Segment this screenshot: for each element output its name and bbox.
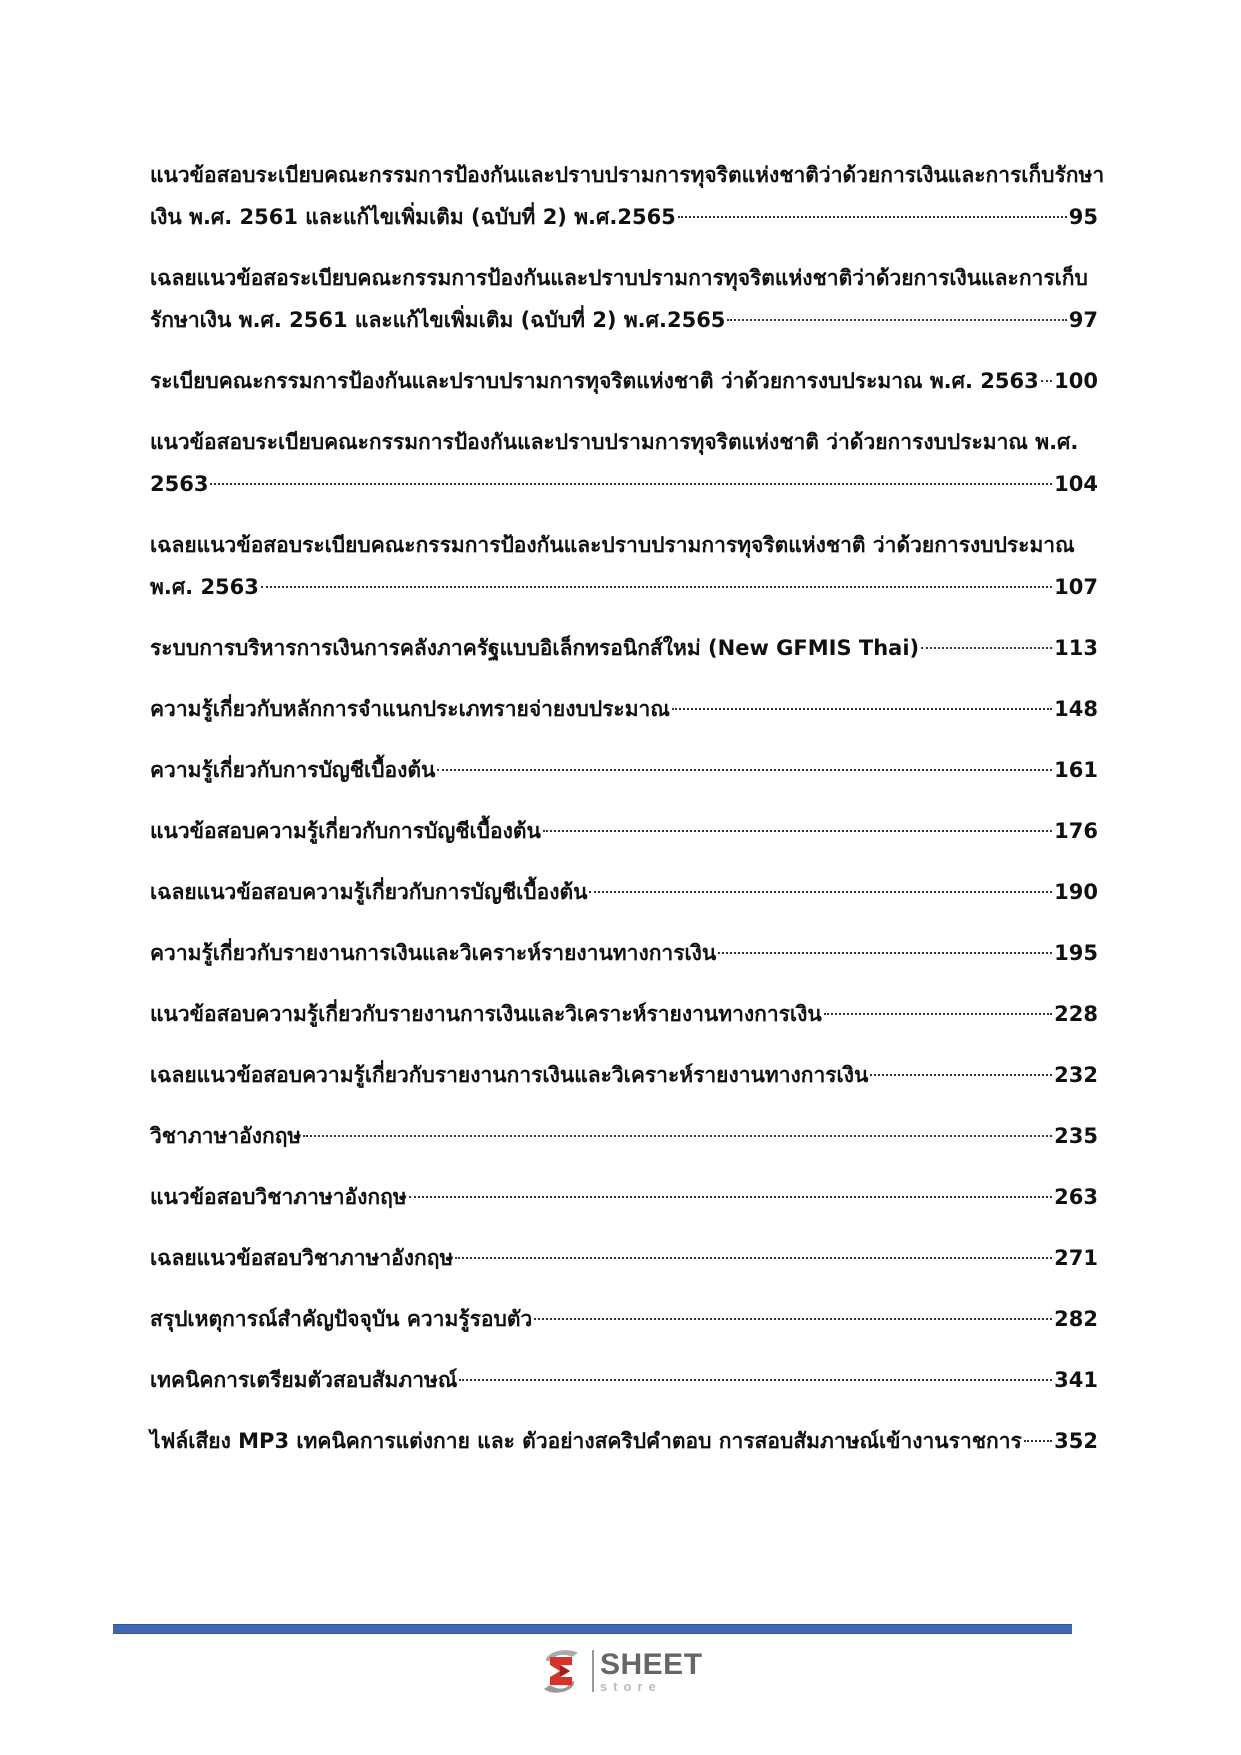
logo-store-text: store	[600, 1678, 662, 1694]
toc-entry[interactable]	[150, 1176, 1098, 1218]
toc-page-number: 263	[1054, 1185, 1098, 1209]
toc-entry[interactable]	[150, 871, 1098, 913]
toc-entry[interactable]	[150, 1359, 1098, 1401]
toc-page-number: 97	[1068, 308, 1098, 332]
toc-entry[interactable]	[150, 993, 1098, 1035]
toc-page-number: 190	[1054, 880, 1098, 904]
table-of-contents	[150, 154, 1105, 1481]
logo-separator	[592, 1650, 594, 1692]
toc-entry-line	[150, 749, 1098, 791]
toc-page-number: 271	[1054, 1246, 1098, 1270]
toc-entry[interactable]	[150, 810, 1098, 852]
logo-sheet-text: SHEET	[600, 1647, 703, 1681]
toc-entry-title: เฉลยแนวข้อสอบวิชาภาษาอังกฤษ	[150, 1246, 454, 1270]
toc-entry[interactable]	[150, 1115, 1098, 1157]
toc-page-number: 95	[1068, 205, 1098, 229]
toc-entry-line	[150, 463, 1098, 505]
dot-leader	[1041, 380, 1052, 382]
toc-entry-title: ความรู้เกี่ยวกับหลักการจำแนกประเภทรายจ่ายงบประมาณ	[150, 697, 670, 721]
dot-leader	[589, 891, 1052, 893]
toc-entry[interactable]	[150, 1054, 1098, 1096]
dot-leader	[459, 1379, 1052, 1381]
toc-page-number: 232	[1054, 1063, 1098, 1087]
toc-page-number: 228	[1054, 1002, 1098, 1026]
toc-entry-line	[150, 1237, 1098, 1279]
toc-entry-line	[150, 627, 1098, 669]
toc-entry-title: แนวข้อสอบความรู้เกี่ยวกับรายงานการเงินและวิเคราะห์รายงานทางการเงิน	[150, 1002, 822, 1026]
dot-leader	[437, 769, 1052, 771]
dot-leader	[870, 1074, 1052, 1076]
toc-entry-title: เทคนิคการเตรียมตัวสอบสัมภาษณ์	[150, 1368, 458, 1392]
dot-leader	[455, 1257, 1052, 1259]
toc-entry-line	[150, 810, 1098, 852]
toc-entry-line	[150, 360, 1098, 402]
toc-entry[interactable]	[150, 154, 1105, 238]
toc-entry-title: แนวข้อสอบระเบียบคณะกรรมการป้องกันและปราบปรามการทุจริตแห่งชาติว่าด้วยการเงินและการเก็บรักษา	[150, 163, 1105, 187]
toc-entry-title: สรุปเหตุการณ์สำคัญปัจจุบัน ความรู้รอบตัว	[150, 1307, 533, 1331]
toc-entry-title: รักษาเงิน พ.ศ. 2561 และแก้ไขเพิ่มเติม (ฉบับที่ 2) พ.ศ.2565	[150, 308, 726, 332]
toc-entry-line	[150, 524, 1098, 566]
toc-entry[interactable]	[150, 749, 1098, 791]
toc-entry-line	[150, 993, 1098, 1035]
toc-entry-title: แนวข้อสอบความรู้เกี่ยวกับการบัญชีเบื้องต้น	[150, 819, 541, 843]
toc-entry-title: แนวข้อสอบวิชาภาษาอังกฤษ	[150, 1185, 407, 1209]
toc-page-number: 104	[1054, 472, 1098, 496]
toc-entry-title: ระบบการบริหารการเงินการคลังภาครัฐแบบอิเล็กทรอนิกส์ใหม่ (New GFMIS Thai)	[150, 636, 920, 660]
toc-entry-title: เฉลยแนวข้อสอบระเบียบคณะกรรมการป้องกันและปราบปรามการทุจริตแห่งชาติ ว่าด้วยการงบประมาณ	[150, 533, 1075, 557]
toc-page-number: 148	[1054, 697, 1098, 721]
toc-entry-line	[150, 196, 1098, 238]
dot-leader	[534, 1318, 1052, 1320]
dot-leader	[303, 1135, 1052, 1137]
toc-page-number: 195	[1054, 941, 1098, 965]
toc-page-number: 113	[1054, 636, 1098, 660]
toc-entry-title: ความรู้เกี่ยวกับรายงานการเงินและวิเคราะห์รายงานทางการเงิน	[150, 941, 717, 965]
toc-entry-title: ความรู้เกี่ยวกับการบัญชีเบื้องต้น	[150, 758, 436, 782]
dot-leader	[543, 830, 1052, 832]
footer-divider	[113, 1624, 1072, 1634]
toc-page-number: 100	[1054, 369, 1098, 393]
toc-page-number: 341	[1054, 1368, 1098, 1392]
toc-entry-line	[150, 1054, 1098, 1096]
toc-entry-line	[150, 1176, 1098, 1218]
toc-entry-line	[150, 932, 1098, 974]
toc-entry-title: ไฟล์เสียง MP3 เทคนิคการแต่งกาย และ ตัวอย่างสคริปคำตอบ การสอบสัมภาษณ์เข้างานราชการ	[150, 1429, 1022, 1453]
toc-entry-line	[150, 299, 1098, 341]
toc-entry[interactable]	[150, 932, 1098, 974]
dot-leader	[261, 586, 1052, 588]
toc-entry-line	[150, 421, 1098, 463]
toc-entry-line	[150, 1115, 1098, 1157]
dot-leader	[672, 708, 1052, 710]
toc-entry-title: เฉลยแนวข้อสอบความรู้เกี่ยวกับรายงานการเงินและวิเคราะห์รายงานทางการเงิน	[150, 1063, 869, 1087]
toc-entry[interactable]	[150, 360, 1098, 402]
toc-entry-line	[150, 566, 1098, 608]
toc-page-number: 282	[1054, 1307, 1098, 1331]
toc-entry-title: วิชาภาษาอังกฤษ	[150, 1124, 302, 1148]
toc-entry-line	[150, 257, 1098, 299]
dot-leader	[409, 1196, 1053, 1198]
toc-entry-line	[150, 688, 1098, 730]
dot-leader	[921, 647, 1052, 649]
dot-leader	[718, 952, 1052, 954]
toc-entry-line	[150, 871, 1098, 913]
toc-entry-line	[150, 154, 1105, 196]
toc-page-number: 161	[1054, 758, 1098, 782]
toc-entry-line	[150, 1298, 1098, 1340]
toc-entry-line	[150, 1359, 1098, 1401]
dot-leader	[1024, 1440, 1052, 1442]
toc-entry-title: เฉลยแนวข้อสอบความรู้เกี่ยวกับการบัญชีเบื้องต้น	[150, 880, 588, 904]
toc-entry[interactable]	[150, 688, 1098, 730]
toc-entry[interactable]	[150, 421, 1098, 505]
toc-page-number: 176	[1054, 819, 1098, 843]
toc-entry-title: ระเบียบคณะกรรมการป้องกันและปราบปรามการทุจริตแห่งชาติ ว่าด้วยการงบประมาณ พ.ศ. 2563	[150, 369, 1039, 393]
toc-entry[interactable]	[150, 627, 1098, 669]
toc-entry[interactable]	[150, 257, 1098, 341]
toc-entry-title: เฉลยแนวข้อสอระเบียบคณะกรรมการป้องกันและปราบปรามการทุจริตแห่งชาติว่าด้วยการเงินและการเก็บ	[150, 266, 1088, 290]
toc-entry[interactable]	[150, 1237, 1098, 1279]
dot-leader	[678, 216, 1067, 218]
toc-entry-title: พ.ศ. 2563	[150, 575, 259, 599]
toc-entry[interactable]	[150, 524, 1098, 608]
dot-leader	[824, 1013, 1052, 1015]
logo-s-icon	[538, 1647, 584, 1695]
toc-entry-title: 2563	[150, 472, 209, 496]
toc-page-number: 235	[1054, 1124, 1098, 1148]
toc-entry[interactable]	[150, 1298, 1098, 1340]
toc-entry-title: แนวข้อสอบระเบียบคณะกรรมการป้องกันและปราบปรามการทุจริตแห่งชาติ ว่าด้วยการงบประมาณ พ.ศ.	[150, 430, 1079, 454]
toc-page-number: 352	[1054, 1429, 1098, 1453]
toc-page-number: 107	[1054, 575, 1098, 599]
toc-entry-title: เงิน พ.ศ. 2561 และแก้ไขเพิ่มเติม (ฉบับที่ 2) พ.ศ.2565	[150, 205, 676, 229]
dot-leader	[210, 483, 1052, 485]
toc-entry[interactable]	[150, 1420, 1098, 1462]
toc-entry-line	[150, 1420, 1098, 1462]
dot-leader	[727, 319, 1066, 321]
sheet-store-logo	[538, 1646, 708, 1696]
